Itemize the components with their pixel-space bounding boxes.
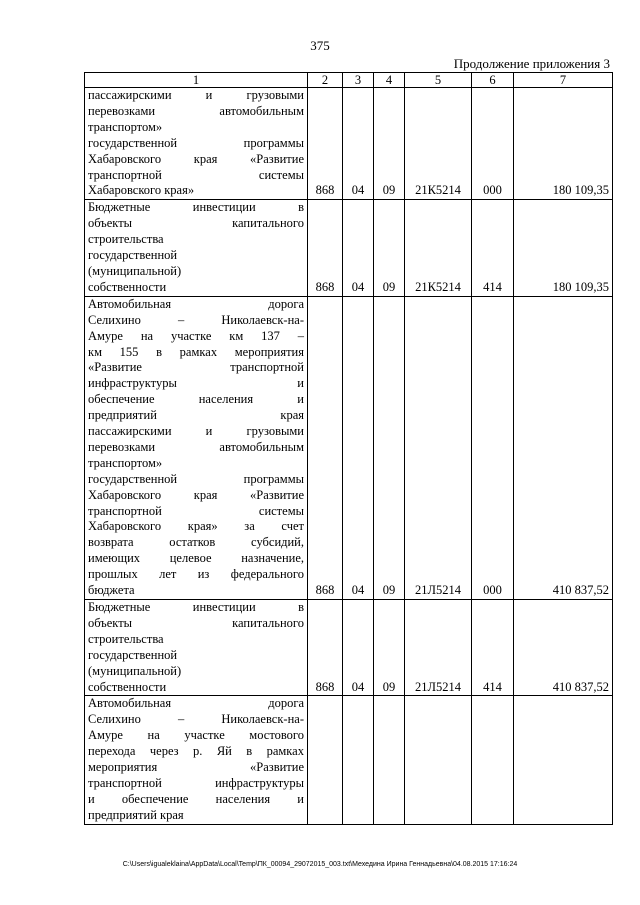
name-line: имеющих целевое назначение, [88,551,304,566]
table-row [85,600,613,696]
name-line: транспортной инфраструктуры [88,775,304,790]
subsection-code-cell: 09 [374,200,405,296]
target-article-cell [405,696,472,824]
expense-type-cell: 414 [472,600,514,696]
name-line: перевозками автомобильным [88,439,304,454]
target-article-cell: 21Л5214 [405,296,472,599]
section-code-cell: 04 [343,296,374,599]
name-line: объекты капитального [88,216,304,231]
name-line: строительства [88,631,164,646]
amount-cell: 410 837,52 [514,296,613,599]
section-code-cell [343,696,374,824]
table-body [85,88,613,825]
name-line: государственной [88,647,178,662]
column-header-7: 7 [514,73,613,88]
name-line: государственной программы [88,135,304,150]
subsection-code-cell: 09 [374,600,405,696]
budget-table [84,72,613,825]
name-line: Амуре на участке мостового [88,728,304,743]
continuation-note: Продолжение приложения 3 [453,56,610,71]
name-line: собственности [88,679,167,694]
expense-type-cell [472,696,514,824]
name-line: Бюджетные инвестиции в [88,200,304,215]
name-line: пассажирскими и грузовыми [88,424,304,439]
ministry-code-cell: 868 [308,600,343,696]
file-path-footer: C:\Users\igualeklaina\AppData\Local\Temp\ПК_00094_29072015_003.txt\Мехедина Ирина Геннадьевна\04.08.2015 17:16:24 [122,861,518,868]
ministry-code-cell [308,696,343,824]
subsection-code-cell: 09 [374,296,405,599]
expense-type-cell: 000 [472,296,514,599]
column-header-1: 1 [85,73,308,88]
subsection-code-cell: 09 [374,88,405,200]
expense-type-cell: 414 [472,200,514,296]
name-line: Селихино – Николаевск-на- [88,312,304,327]
page-number: 375 [310,38,330,53]
name-line: км 155 в рамках мероприятия [88,344,304,359]
subsection-code-cell [374,696,405,824]
row-name-cell [85,600,308,696]
expense-type-cell: 000 [472,88,514,200]
name-line: Автомобильная дорога [88,696,304,711]
column-header-3: 3 [343,73,374,88]
name-line: предприятий края [88,408,304,423]
table-header [85,73,613,88]
name-line: Автомобильная дорога [88,296,304,311]
target-article-cell: 21Л5214 [405,600,472,696]
row-name-cell [85,200,308,296]
row-name-cell [85,296,308,599]
row-name-cell [85,88,308,200]
name-line: возврата остатков субсидий, [88,535,304,550]
name-line: государственной [88,248,178,263]
amount-cell [514,696,613,824]
section-code-cell: 04 [343,200,374,296]
table-row [85,200,613,296]
name-line: строительства [88,232,164,247]
name-line: (муниципальной) [88,263,182,278]
name-line: (муниципальной) [88,663,182,678]
ministry-code-cell: 868 [308,200,343,296]
name-line: инфраструктуры и [88,376,304,391]
name-line: транспортом» [88,455,163,470]
section-code-cell: 04 [343,88,374,200]
column-header-6: 6 [472,73,514,88]
name-line: перехода через р. Яй в рамках [88,744,304,759]
column-header-2: 2 [308,73,343,88]
name-line: пассажирскими и грузовыми [88,88,304,102]
name-line: государственной программы [88,471,304,486]
name-line: и обеспечение населения и [88,791,304,806]
amount-cell: 410 837,52 [514,600,613,696]
name-line: Хабаровского края «Развитие [88,487,304,502]
column-header-5: 5 [405,73,472,88]
name-line: Амуре на участке км 137 – [88,328,304,343]
name-line: Хабаровского края «Развитие [88,151,304,166]
ministry-code-cell: 868 [308,88,343,200]
table-row [85,88,613,200]
name-line: предприятий края [88,807,184,822]
name-line: Хабаровского края» за счет [88,519,304,534]
name-line: «Развитие транспортной [88,360,304,375]
table-row [85,696,613,824]
name-line: Бюджетные инвестиции в [88,600,304,614]
name-line: собственности [88,279,167,294]
name-line: объекты капитального [88,615,304,630]
name-line: мероприятия «Развитие [88,760,304,775]
name-line: транспортной системы [88,503,304,518]
row-name-cell [85,696,308,824]
name-line: прошлых лет из федерального [88,567,304,582]
name-line: обеспечение населения и [88,392,304,407]
name-line: транспортом» [88,119,163,134]
name-line: бюджета [88,583,135,598]
table-row [85,296,613,599]
name-line: Хабаровского края» [88,183,195,198]
name-line: перевозками автомобильным [88,103,304,118]
name-line: Селихино – Николаевск-на- [88,712,304,727]
target-article-cell: 21К5214 [405,200,472,296]
name-line: транспортной системы [88,167,304,182]
section-code-cell: 04 [343,600,374,696]
ministry-code-cell: 868 [308,296,343,599]
amount-cell: 180 109,35 [514,200,613,296]
target-article-cell: 21К5214 [405,88,472,200]
column-header-4: 4 [374,73,405,88]
amount-cell: 180 109,35 [514,88,613,200]
